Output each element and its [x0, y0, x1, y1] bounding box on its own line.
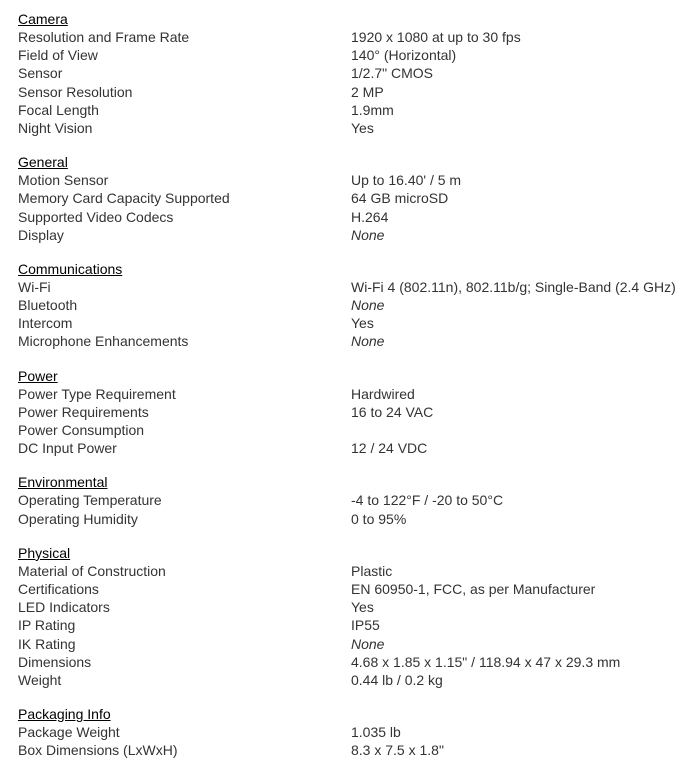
spec-value: Yes	[351, 119, 374, 136]
spec-value: 12 / 24 VDC	[351, 440, 428, 457]
spec-label: Material of Construction	[18, 562, 166, 579]
spec-label: Night Vision	[18, 119, 93, 136]
spec-row-box-dimensions-lxwxh	[18, 741, 690, 759]
spec-label: Bluetooth	[18, 297, 78, 314]
spec-row-wi-fi	[18, 278, 690, 296]
spec-label: Sensor Resolution	[18, 83, 133, 100]
spec-label: Resolution and Frame Rate	[18, 29, 190, 45]
spec-label: Display	[18, 226, 64, 243]
spec-row-motion-sensor	[18, 171, 690, 189]
spec-sheet	[18, 10, 690, 775]
spec-row-ip-rating	[18, 616, 690, 634]
spec-label: IP Rating	[18, 617, 76, 634]
spec-row-weight	[18, 671, 690, 689]
spec-label: Operating Temperature	[18, 492, 162, 509]
spec-row-sensor-resolution	[18, 83, 690, 101]
spec-label: Box Dimensions (LxWxH)	[18, 742, 178, 759]
section-title: General	[18, 154, 68, 171]
section-power	[18, 367, 690, 458]
spec-row-display	[18, 226, 690, 244]
spec-label: Memory Card Capacity Supported	[18, 190, 230, 207]
spec-row-focal-length	[18, 101, 690, 119]
spec-row-power-requirements	[18, 403, 690, 421]
spec-label: Microphone Enhancements	[18, 333, 189, 350]
spec-label: Motion Sensor	[18, 172, 109, 189]
section-environmental	[18, 473, 690, 527]
spec-value: 1920 x 1080 at up to 30 fps	[351, 29, 521, 45]
spec-value: 64 GB microSD	[351, 190, 449, 207]
spec-row-dc-input-power	[18, 439, 690, 457]
spec-label: Power Requirements	[18, 403, 149, 420]
spec-value: IP55	[351, 617, 380, 634]
spec-value: 4.68 x 1.85 x 1.15" / 118.94 x 47 x 29.3 mm	[351, 653, 621, 670]
section-title: Power	[18, 367, 58, 384]
section-title: Physical	[18, 544, 71, 561]
spec-value: None	[351, 226, 385, 243]
spec-value: None	[351, 333, 385, 350]
spec-value: EN 60950-1, FCC, as per Manufacturer	[351, 580, 596, 597]
spec-label: Power Type Requirement	[18, 385, 176, 402]
spec-label: Dimensions	[18, 653, 92, 670]
spec-label: LED Indicators	[18, 599, 110, 616]
spec-row-certifications	[18, 580, 690, 598]
spec-value: 1.035 lb	[351, 724, 401, 741]
spec-row-supported-video-codecs	[18, 208, 690, 226]
spec-value: Wi-Fi 4 (802.11n), 802.11b/g; Single-Band (2.4 GHz)	[351, 278, 676, 295]
spec-value: 8.3 x 7.5 x 1.8"	[351, 742, 444, 759]
spec-value: Yes	[351, 315, 374, 332]
spec-row-operating-humidity	[18, 510, 690, 528]
spec-row-memory-card-capacity-supported	[18, 189, 690, 207]
section-physical	[18, 544, 690, 689]
spec-label: Sensor	[18, 65, 63, 82]
spec-value: None	[351, 635, 385, 652]
spec-value: None	[351, 297, 385, 314]
section-communications	[18, 260, 690, 351]
spec-value: Plastic	[351, 562, 393, 579]
spec-label: Focal Length	[18, 101, 99, 118]
spec-value: -4 to 122°F / -20 to 50°C	[351, 492, 504, 509]
spec-label: Weight	[18, 671, 62, 688]
spec-row-sensor	[18, 64, 690, 82]
spec-label: Certifications	[18, 580, 99, 597]
spec-label: Wi-Fi	[18, 278, 51, 295]
spec-value: Yes	[351, 599, 374, 616]
spec-label: IK Rating	[18, 635, 76, 652]
spec-value: 2 MP	[351, 83, 384, 100]
spec-value: 0 to 95%	[351, 510, 407, 527]
section-camera	[18, 10, 690, 137]
spec-label: DC Input Power	[18, 440, 117, 457]
spec-label: Supported Video Codecs	[18, 208, 174, 225]
section-title: Packaging Info	[18, 706, 111, 723]
spec-value: 1/2.7" CMOS	[351, 65, 433, 82]
section-title: Environmental	[18, 474, 108, 491]
spec-row-microphone-enhancements	[18, 332, 690, 350]
spec-value: Up to 16.40' / 5 m	[351, 172, 462, 189]
spec-row-ik-rating	[18, 635, 690, 653]
section-title: Communications	[18, 260, 123, 277]
spec-row-operating-temperature	[18, 491, 690, 509]
spec-row-field-of-view	[18, 46, 690, 64]
spec-value: 1.9mm	[351, 101, 394, 118]
spec-label: Operating Humidity	[18, 510, 138, 527]
spec-row-power-consumption	[18, 421, 690, 439]
spec-value: 140° (Horizontal)	[351, 47, 457, 64]
spec-label: Field of View	[18, 47, 98, 64]
spec-row-led-indicators	[18, 598, 690, 616]
spec-row-dimensions	[18, 653, 690, 671]
spec-value: 0.44 lb / 0.2 kg	[351, 671, 443, 688]
spec-label: Power Consumption	[18, 422, 145, 438]
spec-value: H.264	[351, 208, 389, 225]
spec-row-package-weight	[18, 723, 690, 741]
spec-row-power-type-requirement	[18, 385, 690, 403]
spec-row-material-of-construction	[18, 562, 690, 580]
spec-row-resolution-and-frame-rate	[18, 28, 690, 46]
section-general	[18, 153, 690, 244]
spec-row-night-vision	[18, 119, 690, 137]
spec-row-intercom	[18, 314, 690, 332]
spec-label: Intercom	[18, 315, 73, 332]
spec-value: 16 to 24 VAC	[351, 403, 434, 420]
section-packaging-info	[18, 705, 690, 759]
spec-value: Hardwired	[351, 385, 415, 402]
spec-row-bluetooth	[18, 296, 690, 314]
spec-value	[351, 421, 690, 439]
spec-label: Package Weight	[18, 724, 120, 741]
section-title: Camera	[18, 11, 68, 27]
